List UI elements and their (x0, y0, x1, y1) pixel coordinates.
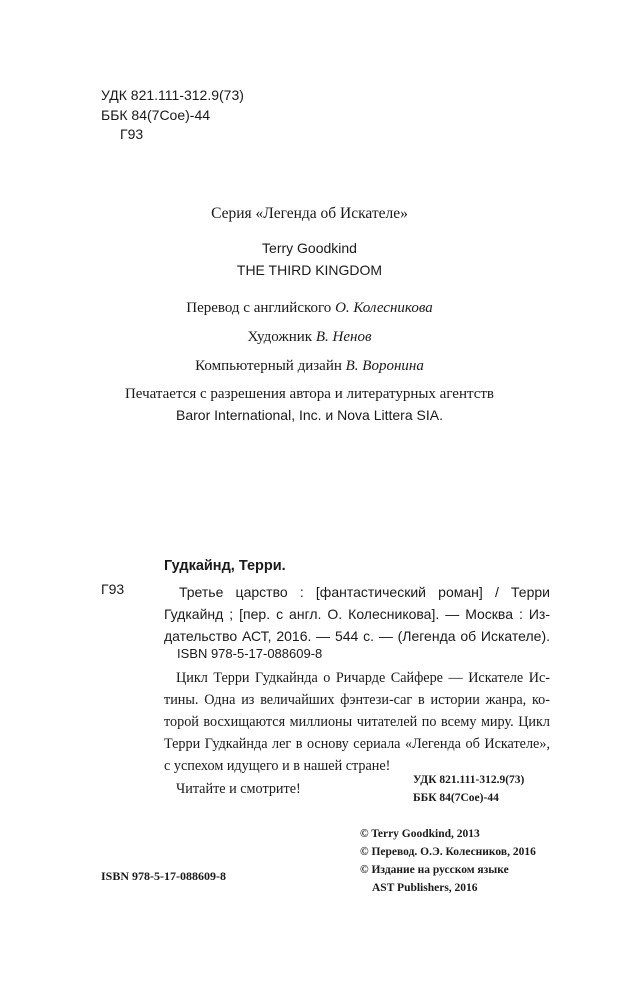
design-label: Компьютерный дизайн (195, 358, 342, 374)
permission-line-1: Печатается с разрешения автора и литературных агентств (124, 386, 495, 402)
catalog-entry-line: Третье царство : [фантастический роман] / Терри (179, 584, 550, 600)
design-credit (0, 358, 619, 375)
bbk-code: ББК 84(7Сое)-44 (101, 107, 211, 123)
udk-code: УДК 821.111-312.9(73) (101, 87, 244, 103)
translation-label: Перевод с английского (186, 300, 332, 316)
artist-name: В. Ненов (315, 329, 372, 345)
catalog-entry-line: дательство АСТ, 2016. — 544 с. — (Легенда об Искателе). (164, 628, 550, 644)
annotation-line: Терри Гудкайнда лег в основу сериала «Легенда об Искателе», (164, 736, 550, 752)
annotation-line: Цикл Терри Гудкайнда о Ричарде Сайфере — Искателе Ис- (176, 670, 550, 686)
annotation-line: торой восхищаются миллионы читателей по всему миру. Цикл (164, 714, 550, 730)
artist-credit (0, 329, 619, 346)
copyright-line-1: © Terry Goodkind, 2013 (360, 828, 480, 840)
catalog-bbk: ББК 84(7Сое)-44 (413, 792, 499, 804)
copyright-line-2: © Перевод. О.Э. Колесников, 2016 (360, 846, 536, 858)
catalog-isbn: ISBN 978-5-17-088609-8 (177, 646, 323, 661)
catalog-entry-line: Гудкайнд ; [пер. с англ. О. Колесникова]. — Москва : Из- (164, 606, 550, 622)
permission-line-2: Baror International, Inc. и Nova Littera SIA. (176, 407, 443, 423)
author-mark-code: Г93 (120, 126, 144, 142)
annotation-line: тины. Одна из величайших фэнтези-саг в истории жанра, ко- (164, 692, 550, 708)
catalog-code: Г93 (101, 581, 125, 597)
catalog-udk: УДК 821.111-312.9(73) (413, 774, 525, 786)
catalog-author-heading: Гудкайнд, Терри. (164, 558, 286, 574)
copyright-line-4: AST Publishers, 2016 (372, 882, 478, 894)
series-title: Серия «Легенда об Искателе» (211, 205, 408, 222)
designer-name: В. Воронина (345, 358, 424, 374)
translator-name: О. Колесникова (335, 300, 433, 316)
bottom-isbn: ISBN 978-5-17-088609-8 (101, 869, 226, 883)
annotation-line: с успехом идущего и в нашей стране! (164, 758, 391, 774)
artist-label: Художник (247, 329, 313, 345)
original-title: THE THIRD KINGDOM (236, 262, 383, 278)
catalog-entry (164, 581, 550, 647)
copyright-line-3: © Издание на русском языке (360, 864, 509, 876)
original-author: Terry Goodkind (262, 240, 357, 256)
translation-credit (0, 300, 619, 317)
annotation-end: Читайте и смотрите! (176, 781, 301, 797)
